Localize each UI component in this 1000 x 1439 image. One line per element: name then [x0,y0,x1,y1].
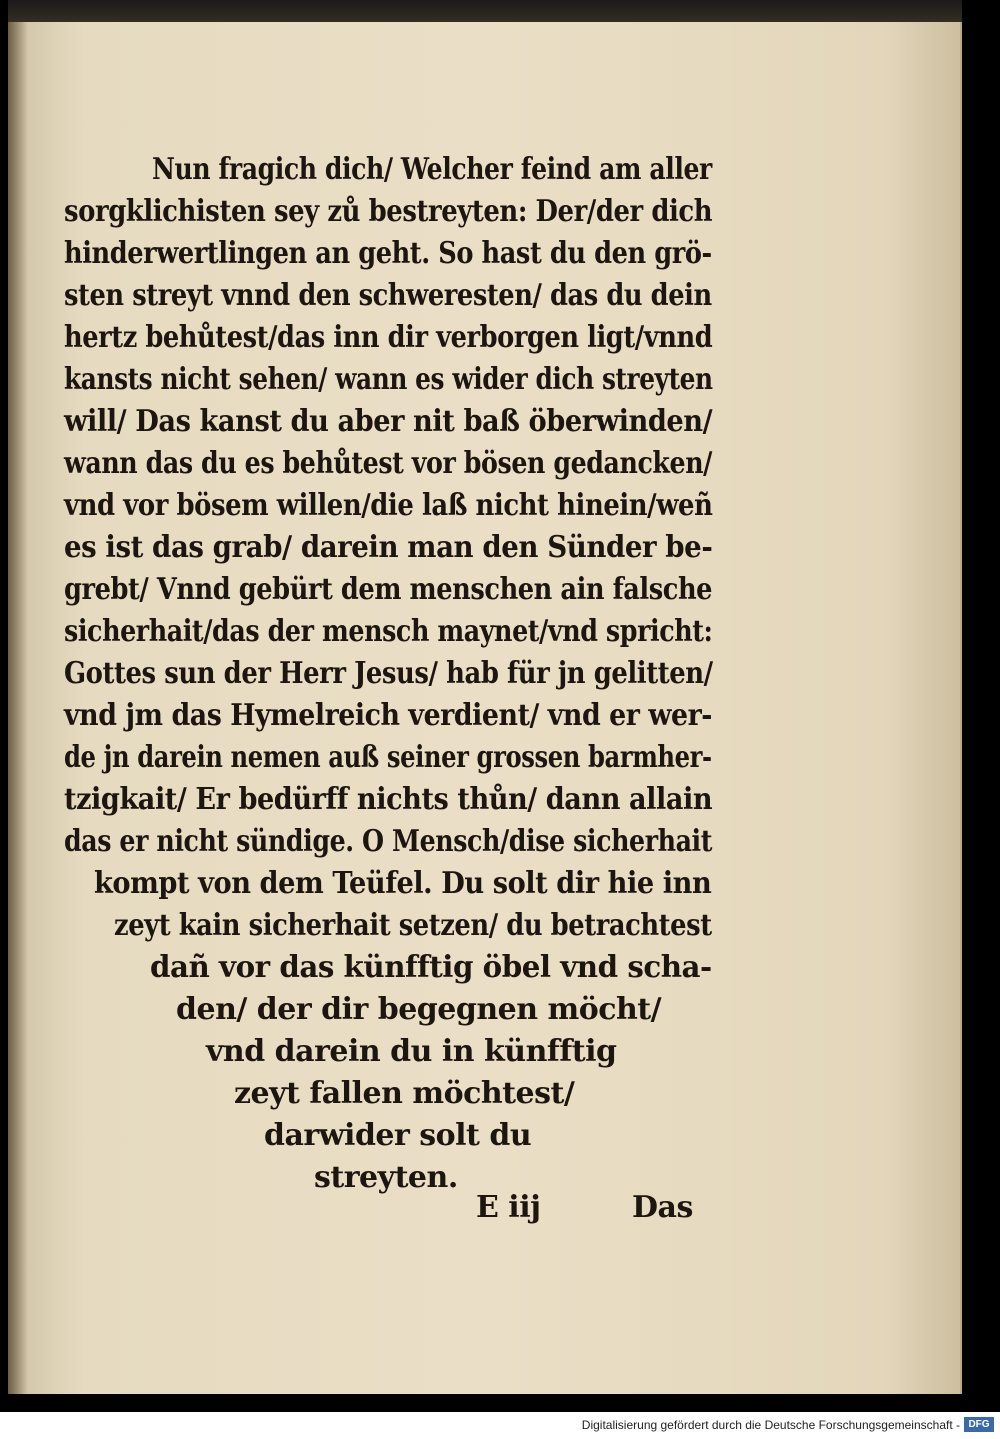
text-line: sten streyt vnnd den schweresten/ das du dein [64,278,712,313]
text-line: tzigkait/ Er bedürff nichts thůn/ dann allain [64,782,713,817]
text-line: dañ vor das künfftig öbel vnd scha- [150,950,712,985]
dfg-logo: DFG [964,1417,994,1432]
text-line: wann das du es behůtest vor bösen gedancken/ [64,446,712,481]
text-line: das er nicht sündige. O Mensch/dise sicherhait [64,824,713,859]
text-line: vnd vor bösem willen/die laß nicht hinein/weñ [64,488,713,523]
text-line: grebt/ Vnnd gebürt dem menschen ain falsche [64,572,713,607]
text-line: streyten. [314,1160,458,1195]
text-line: den/ der dir begegnen möcht/ [176,992,662,1027]
text-line: darwider solt du [264,1118,532,1153]
text-line: sorgklichisten sey zů bestreyten: Der/der dich [64,194,713,229]
text-line: vnd jm das Hymelreich verdient/ vnd er wer- [64,698,712,733]
text-line: es ist das grab/ darein man den Sünder be- [64,530,713,565]
text-line: kansts nicht sehen/ wann es wider dich streyten [64,362,713,397]
footer-bar [0,1412,1000,1439]
text-line: Nun fragich dich/ Welcher feind am aller [152,152,712,187]
page-spine-shadow [8,22,28,1394]
text-line: kompt von dem Teüfel. Du solt dir hie inn [94,866,712,901]
text-line: will/ Das kanst du aber nit baß öberwinden/ [64,404,713,439]
footer-credit: Digitalisierung gefördert durch die Deutsche Forschungsgemeinschaft - [581,1418,960,1432]
text-line: zeyt fallen möchtest/ [234,1076,575,1111]
text-line: vnd darein du in künfftig [206,1034,617,1069]
text-line: hertz behůtest/das inn dir verborgen ligt/vnnd [64,320,713,355]
signature-mark: E iij [476,1190,541,1225]
text-line: sicherhait/das der mensch maynet/vnd spricht: [64,614,713,649]
text-line: zeyt kain sicherhait setzen/ du betrachtest [114,908,712,943]
book-page [8,22,962,1394]
catchword: Das [632,1190,693,1225]
text-line: de jn darein nemen auß seiner grossen barmher- [64,740,712,775]
text-line: hinderwertlingen an geht. So hast du den grö- [64,236,712,271]
text-line: Gottes sun der Herr Jesus/ hab für jn gelitten/ [64,656,713,691]
